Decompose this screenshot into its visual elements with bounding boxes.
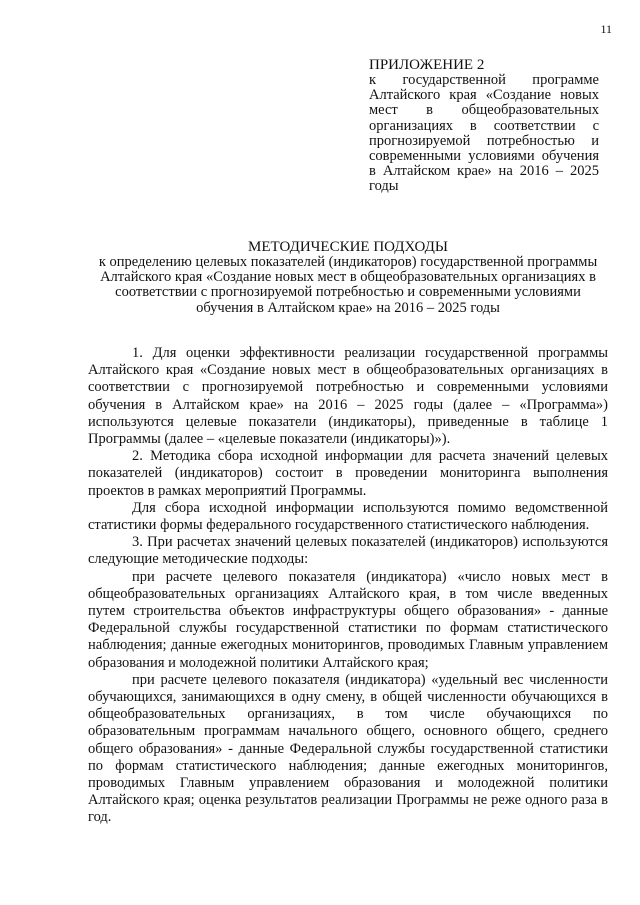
paragraph: при расчете целевого показателя (индикатора) «число новых мест в общеобразовательных организациях Алтайского края, в том числе введенных путем строительства объектов инфраструктуры общего образования» - данные Федеральной службы государственной статистики по формам статистического наблюдения; данные ежегодных мониторингов, проводимых Главным управлением образования и молодежной политики Алтайского края; bbox=[88, 568, 608, 671]
appendix-block bbox=[369, 57, 599, 195]
document-body bbox=[88, 345, 608, 827]
appendix-text: к государственной программе Алтайского края «Создание новых мест в общеобразовательных организациях в соответствии с прогнозируемой потребностью и современными условиями обучения в Алтайском крае» на 2016 – 2025 годы bbox=[369, 72, 599, 195]
paragraph: 3. При расчетах значений целевых показателей (индикаторов) используются следующие методические подходы: bbox=[88, 534, 608, 568]
appendix-title: ПРИЛОЖЕНИЕ 2 bbox=[369, 57, 485, 73]
heading-title: МЕТОДИЧЕСКИЕ ПОДХОДЫ bbox=[248, 239, 448, 255]
paragraph: при расчете целевого показателя (индикатора) «удельный вес численности обучающихся, занимающихся в одну смену, в общей численности обучающихся в общеобразовательных организациях, в том числе обучающихся по образовательным программам начального общего, основного общего, среднего общего образования» - данные Федеральной службы государственной статистики по формам статистического наблюдения; данные ежегодных мониторингов, проводимых Главным управлением образования и молодежной политики Алтайского края; оценка результатов реализации Программы не реже одного раза в год. bbox=[88, 671, 608, 826]
paragraph: 1. Для оценки эффективности реализации государственной программы Алтайского края «Создание новых мест в общеобразовательных организациях в соответствии с прогнозируемой потребностью и современными условиями обучения в Алтайском крае» на 2016 – 2025 годы (далее – «Программа») используются целевые показатели (индикаторы), приведенные в таблице 1 Программы (далее – «целевые показатели (индикаторы)»). bbox=[88, 345, 608, 448]
heading-subtitle: к определению целевых показателей (индикаторов) государственной программы Алтайского края «Создание новых мест в общеобразовательных организациях в соответствии с прогнозируемой потребностью и современными условиями обучения в Алтайском крае» на 2016 – 2025 годы bbox=[98, 254, 598, 316]
paragraph: Для сбора исходной информации используются помимо ведомственной статистики формы федерального государственного статистического наблюдения. bbox=[88, 499, 608, 534]
paragraph: 2. Методика сбора исходной информации для расчета значений целевых показателей (индикаторов) состоит в проведении мониторинга выполнения проектов в рамках мероприятий Программы. bbox=[88, 448, 608, 499]
document-heading bbox=[88, 239, 608, 316]
page-number: 11 bbox=[600, 22, 612, 36]
